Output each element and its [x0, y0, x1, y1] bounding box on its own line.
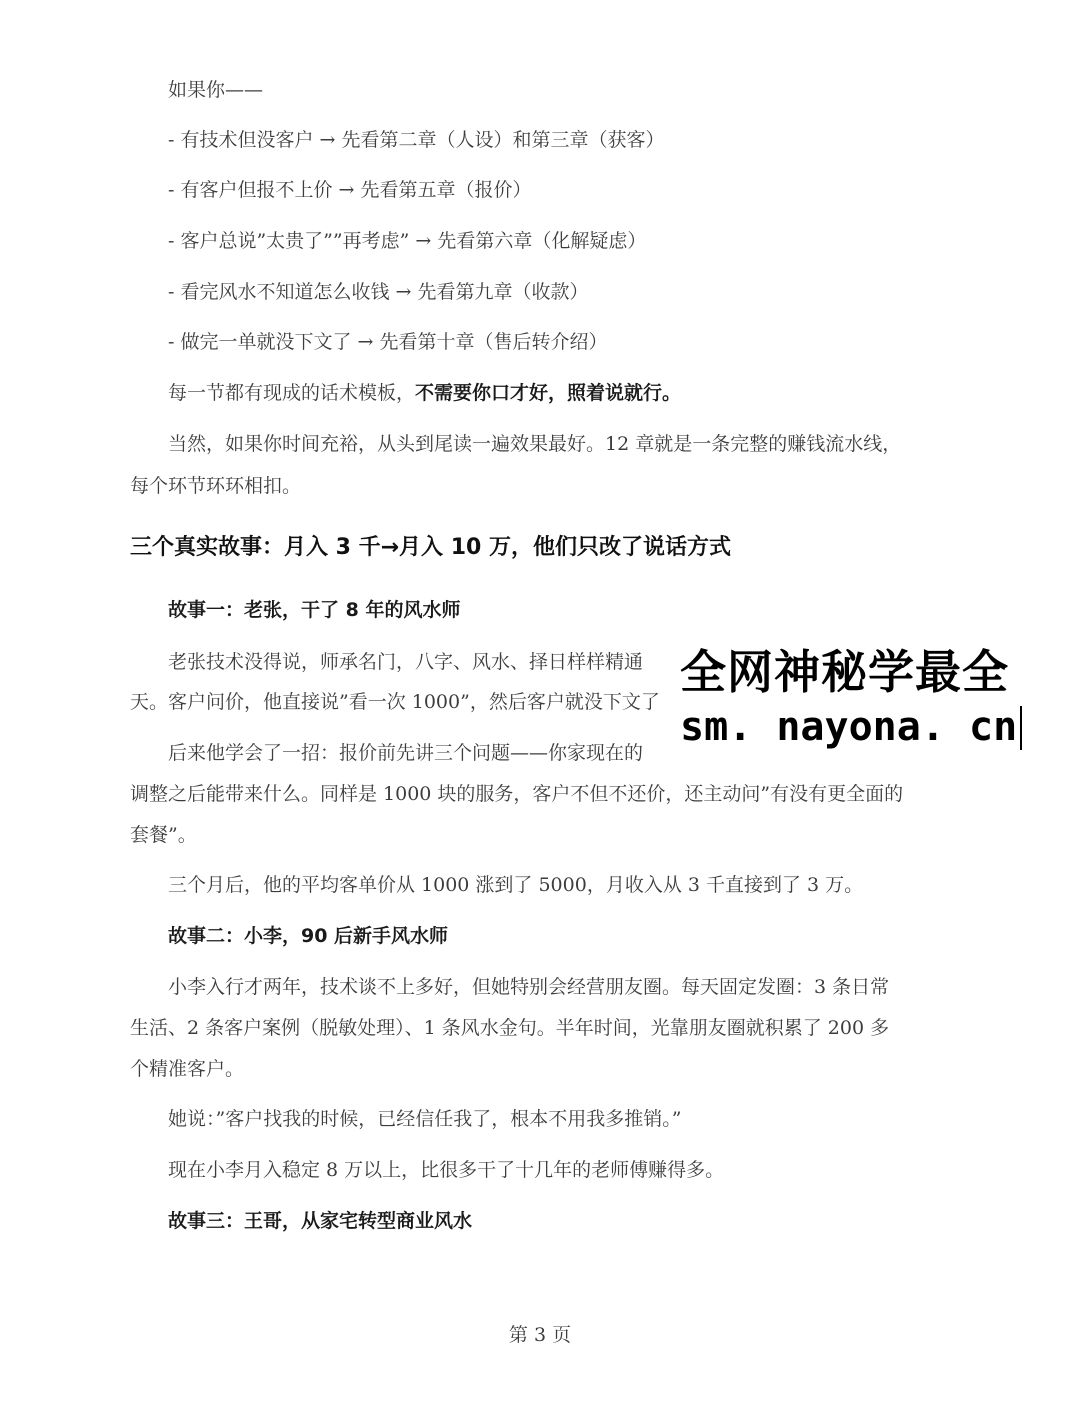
story-1-title: 故事一：老张，干了 8 年的风水师 — [168, 599, 461, 621]
story-1-p2-line-3: 套餐”。 — [130, 824, 197, 846]
section-heading: 三个真实故事：月入 3 千→月入 10 万，他们只改了说话方式 — [130, 535, 731, 560]
story-1-p2-line-1: 后来他学会了一招：报价前先讲三个问题——你家现在的 — [168, 742, 644, 764]
story-2-p1-line-2: 生活、2 条客户案例（脱敏处理）、1 条风水金句。半年时间，光靠朋友圈就积累了 200 多 — [130, 1017, 890, 1039]
story-1-p1-line-2: 天。客户问价，他直接说”看一次 1000”，然后客户就没下文了 — [130, 691, 660, 713]
story-2-p2: 她说：”客户找我的时候，已经信任我了，根本不用我多推销。” — [168, 1108, 682, 1130]
story-1-p1-line-1: 老张技术没得说，师承名门，八字、风水、择日样样精通 — [168, 651, 644, 673]
template-note — [168, 381, 681, 405]
story-1-p3: 三个月后，他的平均客单价从 1000 涨到了 5000，月收入从 3 千直接到了 3 万。 — [168, 874, 864, 896]
template-note-normal: 每一节都有现成的话术模板， — [168, 382, 416, 404]
story-2-p3: 现在小李月入稳定 8 万以上，比很多干了十几年的老师傅赚得多。 — [168, 1159, 725, 1181]
intro-item-2: - 有客户但报不上价 → 先看第五章（报价） — [168, 179, 532, 201]
intro-item-4: - 看完风水不知道怎么收钱 → 先看第九章（收款） — [168, 281, 589, 303]
intro-item-5: - 做完一单就没下文了 → 先看第十章（售后转介绍） — [168, 331, 608, 353]
story-2-p1-line-3: 个精准客户。 — [130, 1058, 245, 1080]
watermark-cursor — [1020, 706, 1022, 750]
watermark-line-1: 全网神秘学最全 — [680, 645, 1009, 699]
intro-item-1: - 有技术但没客户 → 先看第二章（人设）和第三章（获客） — [168, 129, 665, 151]
story-1-p2-line-2: 调整之后能带来什么。同样是 1000 块的服务，客户不但不还价，还主动问”有没有更全面的 — [130, 783, 904, 805]
page-number: 第 3 页 — [508, 1324, 572, 1346]
template-note-bold: 不需要你口才好，照着说就行。 — [415, 382, 682, 404]
story-2-p1-line-1: 小李入行才两年，技术谈不上多好，但她特别会经营朋友圈。每天固定发圈：3 条日常 — [168, 976, 890, 998]
full-read-line-2: 每个环节环环相扣。 — [130, 475, 302, 497]
watermark-overlay — [672, 640, 1080, 758]
watermark-line-2: sm. nayona. cn — [680, 704, 1018, 750]
full-read-line-1: 当然，如果你时间充裕，从头到尾读一遍效果最好。12 章就是一条完整的赚钱流水线， — [168, 433, 902, 455]
story-3-title: 故事三：王哥，从家宅转型商业风水 — [168, 1210, 473, 1232]
intro-item-3: - 客户总说”太贵了””再考虑” → 先看第六章（化解疑虑） — [168, 230, 647, 252]
intro-lead: 如果你—— — [168, 79, 264, 101]
story-2-title: 故事二：小李，90 后新手风水师 — [168, 925, 449, 947]
